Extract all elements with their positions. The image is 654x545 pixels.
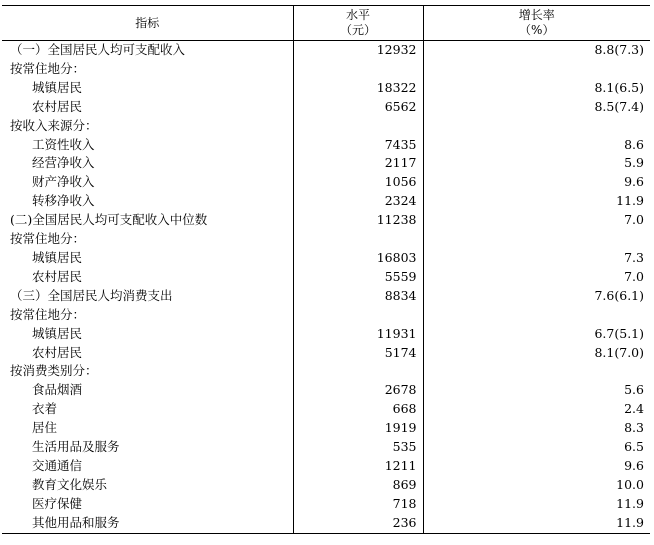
income-consumption-table	[2, 5, 650, 534]
row-indicator: 按常住地分：	[10, 231, 86, 247]
table-row	[2, 230, 650, 249]
row-level-value: 5559	[293, 268, 423, 287]
table-row	[2, 457, 650, 476]
row-growth-rate	[423, 117, 650, 136]
table-row	[2, 41, 650, 60]
row-indicator: 交通通信	[32, 457, 83, 473]
table-row	[2, 211, 650, 230]
row-indicator: 其他用品和服务	[2, 514, 293, 533]
row-growth-rate: 7.0	[423, 211, 650, 230]
row-level-value: 1919	[293, 419, 423, 438]
header-level	[293, 6, 423, 41]
row-level-value: 869	[293, 476, 423, 495]
table-row	[2, 268, 650, 287]
row-growth-rate: 7.0	[423, 268, 650, 287]
header-indicator-label: 指标	[135, 15, 160, 30]
row-growth-rate: 5.6	[423, 381, 650, 400]
table-row	[2, 400, 650, 419]
row-growth-rate	[423, 60, 650, 79]
row-indicator: 医疗保健	[32, 495, 83, 511]
row-indicator: （三）全国居民人均消费支出	[10, 287, 173, 303]
row-indicator: 教育文化娱乐	[32, 476, 108, 492]
row-level-value	[293, 306, 423, 325]
row-level-value: 11238	[293, 211, 423, 230]
table-row	[2, 287, 650, 306]
row-growth-rate: 9.6	[423, 457, 650, 476]
row-level-value: 1056	[293, 173, 423, 192]
row-level-value: 11931	[293, 325, 423, 344]
table-row	[2, 362, 650, 381]
row-level-value: 535	[293, 438, 423, 457]
row-indicator: 经营净收入	[32, 155, 95, 171]
row-level-value	[293, 230, 423, 249]
row-growth-rate: 8.1(7.0)	[423, 344, 650, 363]
table-row	[2, 381, 650, 400]
row-indicator: 按常住地分：	[10, 306, 86, 322]
row-growth-rate: 2.4	[423, 400, 650, 419]
row-level-value	[293, 60, 423, 79]
header-level-unit: （元）	[339, 23, 376, 37]
row-level-value: 7435	[293, 136, 423, 155]
row-growth-rate: 5.9	[423, 154, 650, 173]
row-growth-rate: 7.3	[423, 249, 650, 268]
header-indicator	[2, 6, 293, 41]
table-row	[2, 495, 650, 514]
row-growth-rate: 8.5(7.4)	[423, 98, 650, 117]
row-growth-rate: 7.6(6.1)	[423, 287, 650, 306]
row-growth-rate: 11.9	[423, 495, 650, 514]
row-indicator: 财产净收入	[32, 174, 95, 190]
table-header	[2, 6, 650, 41]
header-growth-unit: （%）	[519, 23, 555, 37]
table-row	[2, 117, 650, 136]
table-row	[2, 154, 650, 173]
row-indicator: 居住	[32, 420, 58, 436]
table-row	[2, 60, 650, 79]
row-indicator: 城镇居民	[32, 249, 83, 265]
row-level-value: 718	[293, 495, 423, 514]
table-row	[2, 192, 650, 211]
row-level-value: 2117	[293, 154, 423, 173]
row-level-value: 12932	[293, 41, 423, 60]
row-level-value: 18322	[293, 79, 423, 98]
table-row	[2, 514, 650, 533]
row-growth-rate: 9.6	[423, 173, 650, 192]
row-level-value: 8834	[293, 287, 423, 306]
row-indicator: 城镇居民	[32, 79, 83, 95]
row-indicator: 城镇居民	[32, 325, 83, 341]
table-body	[2, 41, 650, 534]
header-row	[2, 6, 650, 41]
row-growth-rate: 6.7(5.1)	[423, 325, 650, 344]
table-row	[2, 98, 650, 117]
row-indicator: 按消费类别分：	[10, 363, 98, 379]
row-growth-rate: 8.3	[423, 419, 650, 438]
row-growth-rate: 8.6	[423, 136, 650, 155]
header-level-label: 水平	[345, 8, 370, 22]
row-indicator: 按常住地分：	[10, 60, 86, 76]
table-row	[2, 306, 650, 325]
row-level-value: 236	[293, 514, 423, 533]
row-indicator: 按收入来源分：	[10, 117, 98, 133]
row-indicator: 农村居民	[32, 268, 83, 284]
table-row	[2, 344, 650, 363]
row-growth-rate: 6.5	[423, 438, 650, 457]
row-level-value: 5174	[293, 344, 423, 363]
row-level-value: 2324	[293, 192, 423, 211]
table-row	[2, 79, 650, 98]
table-row	[2, 136, 650, 155]
row-indicator: 工资性收入	[32, 136, 95, 152]
row-indicator: 农村居民	[32, 98, 83, 114]
row-indicator: 食品烟酒	[32, 382, 83, 398]
row-level-value: 2678	[293, 381, 423, 400]
table-row	[2, 325, 650, 344]
row-level-value: 668	[293, 400, 423, 419]
row-indicator: (二)全国居民人均可支配收入中位数	[10, 212, 208, 228]
row-growth-rate: 8.8(7.3)	[423, 41, 650, 60]
row-indicator: 衣着	[32, 401, 58, 417]
table-row	[2, 438, 650, 457]
row-level-value	[293, 117, 423, 136]
row-level-value: 6562	[293, 98, 423, 117]
row-indicator: 农村居民	[32, 344, 83, 360]
table-row	[2, 249, 650, 268]
row-growth-rate	[423, 306, 650, 325]
row-growth-rate: 11.9	[423, 192, 650, 211]
row-indicator: （一）全国居民人均可支配收入	[10, 42, 186, 57]
row-growth-rate: 11.9	[423, 514, 650, 533]
row-level-value: 1211	[293, 457, 423, 476]
table-row	[2, 476, 650, 495]
row-level-value: 16803	[293, 249, 423, 268]
row-growth-rate: 8.1(6.5)	[423, 79, 650, 98]
row-growth-rate	[423, 230, 650, 249]
row-growth-rate: 10.0	[423, 476, 650, 495]
header-growth-label: 增长率	[518, 8, 555, 22]
table-row	[2, 419, 650, 438]
row-growth-rate	[423, 362, 650, 381]
table-row	[2, 173, 650, 192]
header-growth-rate	[423, 6, 650, 41]
row-level-value	[293, 362, 423, 381]
row-indicator: 生活用品及服务	[32, 439, 120, 455]
row-indicator: 转移净收入	[32, 193, 95, 209]
